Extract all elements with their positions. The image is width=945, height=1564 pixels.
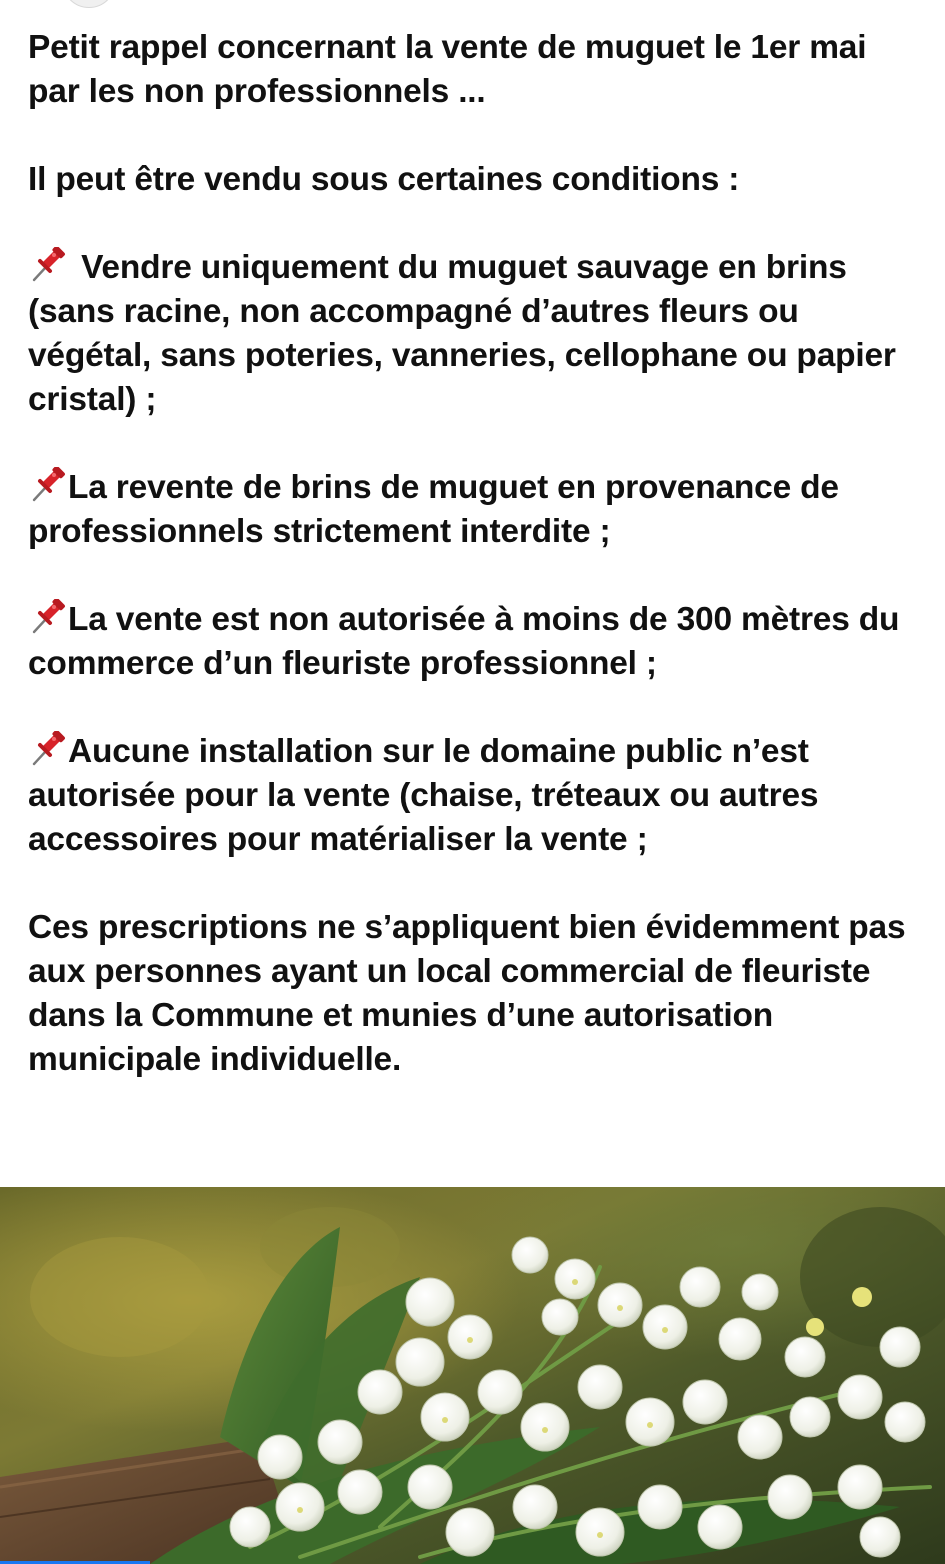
- pushpin-icon: [28, 467, 68, 503]
- rule-text: Aucune installation sur le domaine public n’est autorisée pour la vente (chaise, tréteaux ou autres accessoires pour matérialiser la vente ;: [28, 733, 819, 858]
- rule-text: Vendre uniquement du muguet sauvage en brins (sans racine, non accompagné d’autres fleurs ou végétal, sans poteries, vanneries, cellophane ou papier cristal) ;: [28, 249, 896, 418]
- post-closing: Ces prescriptions ne s’appliquent bien évidemment pas aux personnes ayant un local commercial de fleuriste dans la Commune et munies d’une autorisation municipale individuelle.: [28, 909, 906, 1078]
- post-text: [28, 26, 923, 1082]
- avatar[interactable]: [62, 0, 116, 8]
- conditions-lead: Il peut être vendu sous certaines conditions :: [28, 161, 740, 198]
- pushpin-icon: [28, 731, 68, 767]
- rule-item: [28, 466, 923, 554]
- rule-text: La vente est non autorisée à moins de 300 mètres du commerce d’un fleuriste professionnel ;: [28, 601, 900, 682]
- rule-item: [28, 246, 923, 422]
- lily-of-the-valley-photo[interactable]: [0, 1187, 945, 1564]
- rule-item: [28, 598, 923, 686]
- post-intro: Petit rappel concernant la vente de muguet le 1er mai par les non professionnels ...: [28, 29, 867, 110]
- pushpin-icon: [28, 247, 72, 283]
- pushpin-icon: [28, 599, 68, 635]
- rule-text: La revente de brins de muguet en provenance de professionnels strictement interdite ;: [28, 469, 839, 550]
- rule-item: [28, 730, 923, 862]
